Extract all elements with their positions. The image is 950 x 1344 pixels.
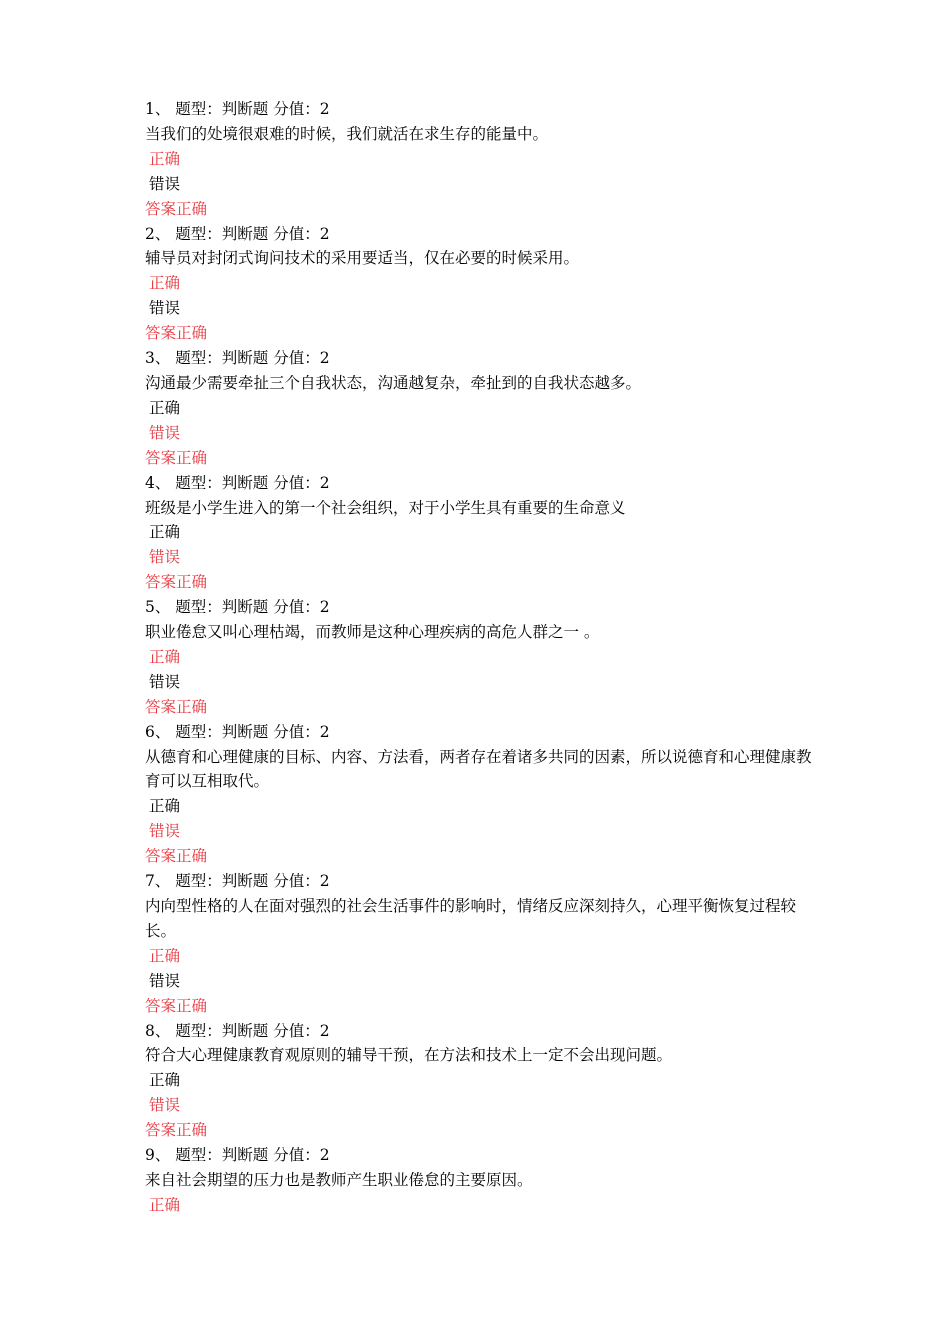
option-true[interactable]: 正确	[149, 946, 181, 965]
question-header: 3、 题型：判断题 分值：2	[145, 349, 330, 368]
question-header: 7、 题型：判断题 分值：2	[145, 872, 330, 891]
option-true[interactable]: 正确	[149, 1195, 181, 1214]
question-text: 沟通最少需要牵扯三个自我状态，沟通越复杂，牵扯到的自我状态越多。	[145, 373, 642, 392]
question-text: 符合大心理健康教育观原则的辅导干预，在方法和技术上一定不会出现问题。	[145, 1046, 673, 1065]
answer-result: 答案正确	[145, 573, 208, 592]
question-text: 从德育和心理健康的目标、内容、方法看，两者存在着诸多共同的因素，所以说德育和心理健康教育可以互相取代。	[145, 747, 812, 791]
question-text: 班级是小学生进入的第一个社会组织，对于小学生具有重要的生命意义	[145, 498, 626, 517]
question-header: 9、 题型：判断题 分值：2	[145, 1146, 330, 1165]
question-header: 1、 题型：判断题 分值：2	[145, 100, 330, 118]
option-true[interactable]: 正确	[149, 647, 181, 666]
question-block	[145, 471, 813, 596]
option-false[interactable]: 错误	[149, 971, 181, 990]
option-false[interactable]: 错误	[149, 548, 181, 567]
question-block	[145, 595, 813, 720]
answer-result: 答案正确	[145, 996, 208, 1015]
question-text: 内向型性格的人在面对强烈的社会生活事件的影响时，情绪反应深刻持久，心理平衡恢复过程较长。	[145, 897, 797, 940]
question-header: 8、 题型：判断题 分值：2	[145, 1021, 330, 1040]
question-text: 辅导员对封闭式询问技术的采用要适当，仅在必要的时候采用。	[145, 249, 580, 268]
answer-result: 答案正确	[145, 1121, 208, 1140]
option-false[interactable]: 错误	[149, 672, 181, 691]
answer-result: 答案正确	[145, 448, 208, 467]
option-true[interactable]: 正确	[149, 1071, 181, 1090]
option-true[interactable]: 正确	[149, 523, 181, 542]
question-header: 2、 题型：判断题 分值：2	[145, 224, 330, 243]
question-block	[145, 869, 813, 1018]
option-true[interactable]: 正确	[149, 797, 181, 816]
question-header: 4、 题型：判断题 分值：2	[145, 473, 330, 492]
option-true[interactable]: 正确	[149, 274, 181, 293]
question-text: 当我们的处境很艰难的时候，我们就活在求生存的能量中。	[145, 124, 549, 143]
answer-result: 答案正确	[145, 324, 208, 343]
question-block	[145, 1143, 813, 1218]
option-false[interactable]: 错误	[149, 1096, 181, 1115]
answer-result: 答案正确	[145, 697, 208, 716]
question-block	[145, 222, 813, 347]
answer-result: 答案正确	[145, 199, 208, 218]
exam-document	[145, 97, 813, 1218]
question-header: 6、 题型：判断题 分值：2	[145, 722, 330, 741]
question-text: 来自社会期望的压力也是教师产生职业倦怠的主要原因。	[145, 1170, 533, 1189]
question-text: 职业倦怠又叫心理枯竭，而教师是这种心理疾病的高危人群之一 。	[145, 623, 600, 642]
option-true[interactable]: 正确	[149, 149, 181, 168]
question-block	[145, 720, 813, 869]
question-header: 5、 题型：判断题 分值：2	[145, 598, 330, 617]
option-false[interactable]: 错误	[149, 423, 181, 442]
question-block	[145, 1019, 813, 1144]
option-false[interactable]: 错误	[149, 299, 181, 318]
answer-result: 答案正确	[145, 847, 208, 866]
option-false[interactable]: 错误	[149, 174, 181, 193]
option-false[interactable]: 错误	[149, 822, 181, 841]
question-block	[145, 97, 813, 222]
question-block	[145, 346, 813, 471]
option-true[interactable]: 正确	[149, 398, 181, 417]
